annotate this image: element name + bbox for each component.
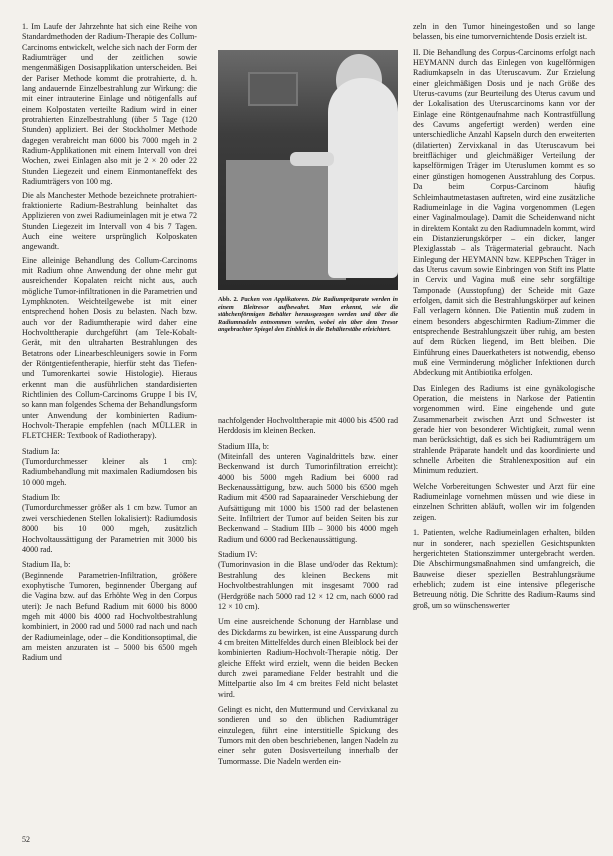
paragraph: 1. Patienten, welche Radiumeinlagen erhalten, bilden nur in sonderer, nach speziellen Gesichtspunkten hergerichteten Stationszimmer untergebracht werden. Die Abschirmungsmaßnahmen sind umfangreich, die Bauweise dieser speziellen Bestrahlungsräume erheblich; zudem ist eine intensive pflegerische Betreuung nötig. Die Schritte des Radium-Raums sind groß, um so wünschenswerter — [413, 528, 595, 610]
paragraph-stadium-iiia-b: Stadium IIIa, b: (Miteinfall des unteren Vaginaldrittels bzw. einer Beckenwand ist durch Tumorinfiltration erreicht): 4000 bis 5000 mgeh Radium bei 6000 rad Beckenaussättigung, bzw. auch 5000 bis 6500 mgeh Radium mit 4500 rad Sapaaraineder Verschiebung der Aufsättigung mit 1000 bis 1500 rad der belastenen Seite. Infiltriert der Tumor auf beiden Seiten bis zur Beckenwand – Stadium IIIb – 3000 bis 4000 mgeh Radium und 6000 rad Beckenaussättigung. — [218, 441, 398, 544]
paragraph: Die als Manchester Methode bezeichnete protrahiert-fraktionierte Radium-Bestrahlung beinhaltet das Applizieren von zwei Radiumeinlagen mit je etwa 72 Stunden Liegezeit im Intervall von 4 bis 7 Tagen. Auch eine weitere ursprünglich Kolposkaten angewandt. — [22, 190, 197, 252]
paragraph: Gelingt es nicht, den Muttermund und Cervixkanal zu sondieren und so den üblichen Radiumträger einzulegen, führt eine interstitielle Spickung des Tumors mit den oben beschriebenen, langen Nadeln zu einer sehr guten Dosisverteilung innerhalb der Tumormasse. Die Nadeln werden ein- — [218, 704, 398, 766]
paragraph: 1. Im Laufe der Jahrzehnte hat sich eine Reihe von Standardmethoden der Radium-Therapie des Collum-Carcinoms entwickelt, welche sich nach der Form der Radiumträger und der zeitlichen sowie mengenmäßigen Dosisapplikation unterscheiden. Bei der Pariser Methode kommt die protrahierte, d. h. lang andauernde Einzelbestrahlung zur Wirkung: die mit einer intrauterine Einlage und nötigenfalls auf einem Kolpostaten verteilte Radium wird in einer protrahierten Einzelbestrahlung (über 5 Tage (120 Stunden) appliziert. Bei der Stockholmer Methode dagegen verabreicht man 6000 bis 7000 mgeh in 2 Radium-Applikationen mit einem Intervall von drei Wochen, zwei Einlagen also mit je 2 × 20 oder 22 Stunden Liegezeit und einem Einmontaneffekt des Radiumträgers von 100 mg. — [22, 22, 197, 187]
paragraph-stadium-ib: Stadium Ib: (Tumordurchmesser größer als 1 cm bzw. Tumor an zwei verschiedenen Stellen lokalisiert): Radiumdosis 8000 bis 10 000 mgeh, zusätzlich Hochvoltaussättigung der Parametrien mit 3000 bis 4000 rad. — [22, 493, 197, 554]
person-coat-shape — [328, 78, 398, 278]
paragraph-corpus-carcinom: II. Die Behandlung des Corpus-Carcinoms erfolgt nach HEYMANN durch das Einlegen von kugelförmigen Radiumkapseln in das Uteruscavum. Zur Erzielung einer gleichmäßigen Dosis und je nach Größe des Uterus-cavums (zur Beurteilung des Uterus cavum und der Lokalisation des Uteruscarcinoms kann vor der Einlage eine Röntgenaufnahme nach Kontrastfüllung des Cavums angefertigt werden) werden eine unterschiedliche Anzahl Kapseln durch den erweiterten (dilatierten) Zervixkanal in das Uteruscavum bei breitflächiger und gleichmäßiger Verteilung der kapselförmigen Träger im Uteruslumen kommt es so einer günstigen homogenen Ausstrahlung des Corpus. Da beim Corpus-Carcinom häufig Schleimhautmetastasen auftreten, wird eine zusätzliche Radiumeinlage in die Vagina vorgenommen (Legen einer Vaginalmoulage). Damit die Scheidenwand nicht in direktem Kontakt zu den Radiumnadeln kommt, wird ein Distanzierungskörper – ein dicker, langer Plexiglasstab – als Trägermaterial gebraucht. Nach Einlegung der HEYMANN bzw. KEPPschen Träger in das Uterus cavum sowie Einbringen von Stift ins Platte in Cervix und Vagina muß eine sehr sorgfältige Tamponade (Ausstopfung) der Scheide mit Gaze erfolgen, damit sich die Bestrahlungskörper auf keinen Fall verlagern können. Die Patientin muß zudem in einem besonders abgeschirmten Radium-Zimmer die entsprechende Bestrahlungszeit über ruhig, am besten auf dem Rücken liegend, im Bett bleiben. Die Einführung eines Dauerkatheters ist notwendig, ebenso muß eine Verminderung möglicher Infektionen durch Abdeckung mit Antibiotika erfolgen. — [413, 47, 595, 378]
paragraph: Eine alleinige Behandlung des Collum-Carcinoms mit Radium ohne Anwendung der ohne mehr gut ausreichender Kopalaten reicht nicht aus, auch mögliche Tumor-infiltrationen in die Parametrien und Lymphknoten. Weichteilgewebe ist mit einer entsprechend hohen Dosis zu belasten. Nach bzw. auch vor der Radiumtherapie wird daher eine Hochvolttherapie durchgeführt (am Tele-Kobalt-Gerät, mit den ultraharten Bestrahlungen des Betatrons oder Linearbeschleunigers sowie in Form der Röntgentiefentherapie, hierfür steht das Tiefen- und Tumorenkartei sowie Histologie). Hieraus erkennt man die ausführlichen standardisierten Richtlinien des Collum-Carcinoms Gruppe I bis IV, so kann man folgendes Schema der Behandlungsform unter Anwendung der kombinierten Radium-Hochvolt-Therapie empfehlen (nach MÜLLER in FLETCHER: Textbook of Radiotherapy). — [22, 255, 197, 441]
paragraph-stadium-ia: Stadium Ia: (Tumordurchmesser kleiner als 1 cm): Radiumbehandlung mit maximalen Radiumdosen bis 10 000 mgeh. — [22, 446, 197, 487]
page-number: 52 — [22, 835, 30, 844]
paragraph: Das Einlegen des Radiums ist eine gynäkologische Operation, die meistens in Narkose der Patientin vorgenommen wird. Eine eingehende und gute Zusammenarbeit zwischen Arzt und Schwester ist gerade hier von besonderer Wichtigkeit, zumal wenn man berücksichtigt, daß es sich bei Radiumträgern um strahlende Präparate handelt und das koordinierte und schnelle Arbeiten die Strahlenexposition auf ein Minimum reduziert. — [413, 383, 595, 476]
figure-caption: Abb. 2. Packen von Applikatoren. Die Radiumpräparate werden in einem Bleitresor aufbewahrt. Man erkennt, wie die stäbchenförmigen Behälter herausgezogen werden und über die Radiumnadeln entnommen werden, wobei ein über dem Tresor angebrachter Spiegel den Einblick in die Behälterstäbe erleichtert. — [218, 296, 398, 334]
paragraph: Um eine ausreichende Schonung der Harnblase und des Dickdarms zu bewirken, ist eine Aussparung durch 4 cm breiten Mittelfeldes durch einen Bleiblock bei der kombinierten Radium-Hochvolt-Therapie nötig. Der gleiche Effekt wird erzielt, wenn die beiden Becken durch zwei paramediane Felder bestrahlt und die Mittelpartie also Im 4 cm breites Feld nicht belastet wird. — [218, 617, 398, 699]
figure-photo — [218, 50, 398, 290]
paragraph-stadium-iv: Stadium IV: (Tumorinvasion in die Blase und/oder das Rektum): Bestrahlung des kleinen Beckens mit Hochvoltbestrahlungen mit insgesamt 7000 rad (Herdgröße nach 5000 rad 12 × 12 cm, nach 6000 rad 12 × 10 cm). — [218, 550, 398, 611]
middle-text-column — [218, 416, 398, 770]
figure-label: Abb. 2 — [218, 296, 237, 303]
lamp-shape — [248, 72, 298, 106]
left-text-column — [22, 22, 197, 667]
paragraph-stadium-iia-b: Stadium IIa, b: (Beginnende Parametrien-Infiltration, größere exophytische Tumoren, beginnender Übergang auf die Vagina bzw. auf das Erhöhte Weg in den Corpus uteri): Je nach Befund Radium mit 6000 bis 8000 mgeh mit 4000 bis 4000 rad Hochvoltbestrahlung kombiniert, in 2000 rad und 5000 rad nach und nach der Radiumeinlage, oder – die Konditionsoptimal, die am meisten anzuraten ist – 5000 bis 6500 mgeh Radium und — [22, 560, 197, 663]
paragraph: nachfolgender Hochvolttherapie mit 4000 bis 4500 rad Herddosis im kleinen Becken. — [218, 416, 398, 436]
paragraph: Welche Vorbereitungen Schwester und Arzt für eine Radiumeinlage vornehmen müssen und wie diese in einzelnen Schritten abläuft, wollen wir im folgenden zeigen. — [413, 481, 595, 522]
paragraph: zeln in den Tumor hineingestoßen und so lange belassen, bis eine tumorvernichtende Dosis erzielt ist. — [413, 22, 595, 42]
hand-shape — [290, 152, 334, 166]
right-text-column — [413, 22, 595, 614]
figure-caption-text: Packen von Applikatoren. Die Radiumpräparate werden in einem Bleitresor aufbewahrt. Man erkennt, wie die stäbchenförmigen Behälter herausgezogen werden und über die Radiumnadeln entnommen werden, wobei ein über dem Tresor angebrachter Spiegel den Einblick in die Behälterstäbe erleichtert. — [218, 296, 398, 334]
